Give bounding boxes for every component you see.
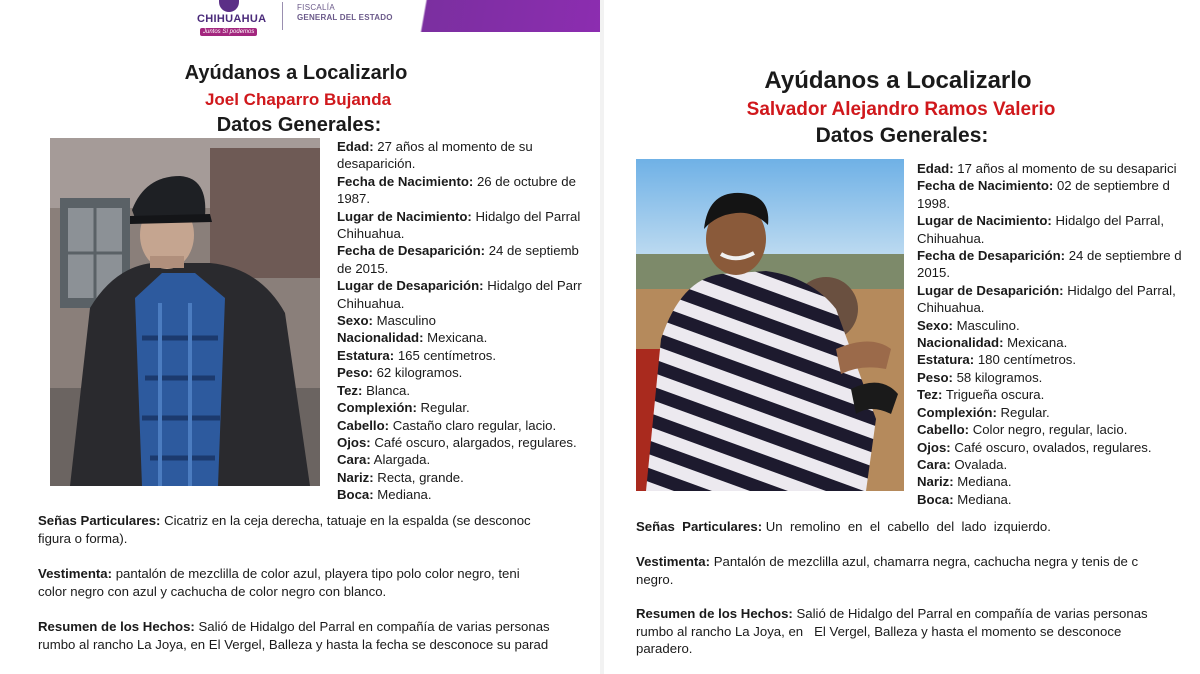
data-field-value: Recta, grande.	[373, 469, 464, 485]
data-field-value: Café oscuro, ovalados, regulares.	[950, 439, 1152, 455]
banner-purple-band	[410, 0, 600, 32]
data-field-label: Complexión:	[337, 400, 417, 416]
clothing-label: Vestimenta:	[636, 554, 711, 569]
data-field-row	[917, 351, 1200, 368]
data-field-label: Cabello:	[917, 422, 970, 438]
data-field-value: desaparición.	[337, 156, 416, 172]
data-field-value: Hidalgo del Parral,	[1051, 213, 1164, 229]
data-field-row	[337, 260, 600, 277]
general-data-list	[337, 138, 600, 510]
data-field-value: 2015.	[917, 265, 951, 281]
data-field-row	[337, 295, 600, 312]
data-field-label: Peso:	[337, 365, 373, 381]
clothing-line-1: pantalón de mezclilla de color azul, playera tipo polo color negro, teni	[112, 566, 520, 581]
data-field-value: 17 años al momento de su desaparici	[953, 161, 1177, 176]
data-field-value: Chihuahua.	[337, 226, 405, 242]
data-field-row	[917, 473, 1200, 490]
data-field-value: 165 centímetros.	[394, 347, 497, 363]
data-field-value: Mediana.	[953, 474, 1012, 490]
distinguishing-marks-label: Señas Particulares:	[636, 519, 763, 534]
data-field-value: Blanca.	[362, 382, 411, 398]
data-field-label: Fecha de Nacimiento:	[917, 178, 1054, 194]
data-field-row	[917, 230, 1200, 247]
person-photo	[636, 159, 904, 491]
data-field-value: Mexicana.	[423, 330, 488, 346]
data-field-row	[337, 417, 600, 434]
data-field-row	[917, 491, 1200, 508]
data-field-label: Lugar de Desaparición:	[917, 282, 1064, 298]
data-field-label: Nariz:	[917, 474, 954, 490]
data-field-label: Tez:	[917, 387, 943, 403]
data-field-row	[337, 138, 600, 155]
missing-person-name: Joel Chaparro Bujanda	[204, 90, 392, 109]
data-field-value: Ovalada.	[950, 456, 1008, 472]
data-field-label: Fecha de Desaparición:	[337, 243, 486, 259]
data-field-label: Lugar de Desaparición:	[337, 278, 484, 294]
data-field-value: Mediana.	[953, 491, 1012, 507]
clothing-line-2: negro.	[636, 571, 674, 587]
data-field-value: de 2015.	[337, 260, 389, 276]
data-field-label: Nacionalidad:	[917, 335, 1004, 351]
data-field-row	[917, 456, 1200, 473]
facts-summary-label: Resumen de los Hechos:	[38, 619, 195, 634]
data-field-row	[337, 173, 600, 190]
data-field-label: Boca:	[917, 491, 954, 507]
poster-title: Ayúdanos a Localizarlo	[184, 62, 408, 84]
agency-line-2: GENERAL DEL ESTADO	[297, 13, 393, 22]
facts-summary-line-2: rumbo al rancho La Joya, en El Vergel, Balleza y hasta la fecha se desconoce su parad	[38, 636, 549, 652]
data-field-row	[917, 299, 1200, 316]
data-field-value: 26 de octubre de	[473, 173, 576, 189]
data-field-value: 02 de septiembre d	[1053, 178, 1170, 194]
facts-summary-line-3: paradero.	[636, 641, 693, 657]
data-field-label: Cabello:	[337, 417, 390, 433]
data-field-row	[917, 264, 1200, 281]
data-field-row	[917, 195, 1200, 212]
data-field-row	[337, 486, 600, 503]
data-field-value: Mediana.	[373, 487, 432, 503]
data-field-row	[917, 421, 1200, 438]
data-field-label: Fecha de Nacimiento:	[337, 173, 474, 189]
data-field-label: Lugar de Nacimiento:	[917, 213, 1052, 229]
data-field-label: Cara:	[917, 456, 951, 472]
clothing-line-2: color negro con azul y cachucha de color negro con blanco.	[38, 583, 387, 599]
data-field-row	[337, 347, 600, 364]
data-field-row	[337, 312, 600, 329]
clothing-line-1: Pantalón de mezclilla azul, chamarra negra, cachucha negra y tenis de c	[710, 554, 1139, 569]
section-heading: Datos Generales:	[815, 124, 989, 147]
data-field-row	[337, 364, 600, 381]
data-field-value: 27 años al momento de su	[373, 139, 533, 154]
data-field-row	[337, 399, 600, 416]
distinguishing-marks	[38, 512, 600, 547]
data-field-value: Castaño claro regular, lacio.	[389, 417, 557, 433]
data-field-row	[337, 382, 600, 399]
data-field-value: 62 kilogramos.	[372, 365, 463, 381]
distinguishing-marks-label: Señas Particulares:	[38, 513, 161, 528]
data-field-label: Sexo:	[917, 317, 953, 333]
data-field-row	[917, 247, 1200, 264]
data-field-value: Trigueña oscura.	[942, 387, 1045, 403]
data-field-row	[337, 190, 600, 207]
poster-title: Ayúdanos a Localizarlo	[764, 67, 1032, 94]
data-field-label: Ojos:	[337, 434, 371, 450]
data-field-value: Hidalgo del Parral,	[1063, 282, 1176, 298]
facts-summary-label: Resumen de los Hechos:	[636, 606, 793, 621]
data-field-value: 180 centímetros.	[974, 352, 1077, 368]
facts-summary-line-2: rumbo al rancho La Joya, en El Vergel, Balleza y hasta el momento se desconoce	[636, 623, 1122, 639]
data-field-row	[337, 451, 600, 468]
distinguishing-marks-line-1: Un remolino en el cabello del lado izquierdo.	[762, 519, 1051, 534]
data-field-label: Peso:	[917, 369, 953, 385]
data-field-value: Masculino	[372, 313, 436, 329]
data-field-value: Alargada.	[370, 452, 431, 468]
data-field-row	[917, 386, 1200, 403]
slogan-badge: Juntos Sí podemos	[200, 28, 257, 36]
data-field-row	[917, 317, 1200, 334]
data-field-label: Sexo:	[337, 313, 373, 329]
data-field-value: Chihuahua.	[917, 230, 985, 246]
data-field-value: Mexicana.	[1003, 335, 1068, 351]
data-field-label: Estatura:	[917, 352, 975, 368]
data-field-row	[917, 282, 1200, 299]
data-field-value: Hidalgo del Parral	[471, 208, 581, 224]
data-field-value: 24 de septiemb	[485, 243, 579, 259]
data-field-row	[337, 242, 600, 259]
data-field-value: Chihuahua.	[917, 300, 985, 316]
data-field-label: Boca:	[337, 487, 374, 503]
data-field-row	[917, 439, 1200, 456]
missing-person-name: Salvador Alejandro Ramos Valerio	[746, 99, 1056, 120]
agency-banner	[0, 0, 600, 35]
data-field-value: Regular.	[416, 400, 470, 416]
data-field-value: 24 de septiembre d	[1065, 248, 1182, 264]
data-field-row	[917, 177, 1200, 194]
data-field-value: 1987.	[337, 191, 371, 207]
data-field-label: Nacionalidad:	[337, 330, 424, 346]
data-field-row	[917, 160, 1200, 177]
data-field-row	[917, 212, 1200, 229]
data-field-row	[337, 277, 600, 294]
data-field-value: Regular.	[996, 404, 1050, 420]
data-field-value: Hidalgo del Parr	[483, 278, 582, 294]
data-field-row	[337, 469, 600, 486]
data-field-label: Lugar de Nacimiento:	[337, 208, 472, 224]
data-field-value: 1998.	[917, 195, 951, 211]
data-field-label: Edad:	[917, 161, 954, 176]
data-field-label: Complexión:	[917, 404, 997, 420]
data-field-row	[337, 155, 600, 172]
data-field-row	[337, 208, 600, 225]
data-field-value: Café oscuro, alargados, regulares.	[370, 434, 577, 450]
state-seal-icon	[219, 0, 239, 12]
data-field-label: Tez:	[337, 382, 363, 398]
data-field-value: 58 kilogramos.	[952, 369, 1043, 385]
distinguishing-marks	[636, 518, 1200, 536]
clothing-description	[636, 553, 1200, 588]
data-field-row	[917, 404, 1200, 421]
facts-summary-line-1: Salió de Hidalgo del Parral en compañía de varias personas	[792, 606, 1148, 621]
distinguishing-marks-line-2: figura o forma).	[38, 530, 128, 546]
clothing-label: Vestimenta:	[38, 566, 113, 581]
data-field-label: Fecha de Desaparición:	[917, 248, 1066, 264]
clothing-description	[38, 565, 600, 600]
section-heading: Datos Generales:	[216, 114, 382, 136]
general-data-list	[917, 160, 1200, 512]
data-field-row	[337, 329, 600, 346]
data-field-row	[917, 334, 1200, 351]
state-logo-text: CHIHUAHUA	[197, 13, 267, 25]
data-field-label: Ojos:	[917, 439, 951, 455]
data-field-label: Nariz:	[337, 469, 374, 485]
agency-line-1: FISCALÍA	[297, 3, 335, 12]
facts-summary-line-1: Salió de Hidalgo del Parral en compañía de varias personas	[194, 619, 550, 634]
facts-summary	[38, 618, 600, 653]
banner-divider	[282, 2, 283, 30]
data-field-label: Cara:	[337, 452, 371, 468]
data-field-row	[337, 434, 600, 451]
data-field-label: Edad:	[337, 139, 374, 154]
data-field-value: Masculino.	[952, 317, 1020, 333]
data-field-label: Estatura:	[337, 347, 395, 363]
missing-poster-2	[604, 0, 1200, 674]
data-field-row	[917, 369, 1200, 386]
person-photo	[50, 138, 320, 486]
data-field-row	[337, 225, 600, 242]
data-field-value: Color negro, regular, lacio.	[969, 422, 1128, 438]
data-field-value: Chihuahua.	[337, 295, 405, 311]
distinguishing-marks-line-1: Cicatriz en la ceja derecha, tatuaje en la espalda (se desconoc	[160, 513, 531, 528]
facts-summary	[636, 605, 1200, 658]
